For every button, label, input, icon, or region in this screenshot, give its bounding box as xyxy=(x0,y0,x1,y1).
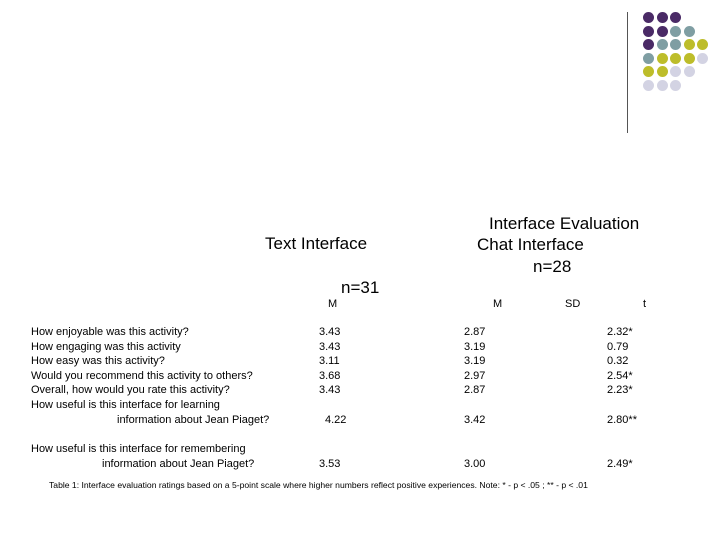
decorative-dot xyxy=(643,12,654,23)
chat-m-values xyxy=(464,325,485,398)
decorative-dot xyxy=(684,26,695,37)
questions-group-2 xyxy=(31,442,254,471)
decorative-dot xyxy=(684,39,695,50)
question-item: How useful is this interface for remembering xyxy=(31,443,246,455)
learning-chat-m: 3.42 xyxy=(464,414,486,426)
decorative-dot xyxy=(670,80,681,91)
chat-interface-heading: Chat Interface xyxy=(477,235,584,254)
value-cell: 2.23* xyxy=(607,384,633,397)
value-cell: 2.97 xyxy=(464,369,486,382)
chat-interface-n: n=28 xyxy=(533,257,572,276)
decorative-dot xyxy=(684,66,695,77)
text-interface-heading: Text Interface xyxy=(265,234,368,253)
decorative-dot xyxy=(643,39,654,50)
col-header-text-m: M xyxy=(328,298,338,310)
col-header-t: t xyxy=(643,298,647,310)
decorative-dot xyxy=(657,12,668,23)
text-m-values xyxy=(319,325,340,398)
decorative-dot xyxy=(697,53,708,64)
t-values xyxy=(607,325,633,398)
learning-text-m: 4.22 xyxy=(325,414,347,426)
decorative-dot xyxy=(670,53,681,64)
question-item: Overall, how would you rate this activity? xyxy=(31,384,230,397)
decorative-dot xyxy=(657,66,668,77)
decorative-dot xyxy=(657,26,668,37)
question-item: How useful is this interface for learning xyxy=(31,398,220,411)
value-cell: 3.68 xyxy=(319,369,341,382)
decorative-dot xyxy=(643,66,654,77)
value-cell: 3.43 xyxy=(319,326,341,338)
questions-group-1 xyxy=(31,325,269,427)
value-cell: 0.32 xyxy=(607,355,629,368)
value-cell: 2.54* xyxy=(607,369,633,382)
decorative-dot xyxy=(684,53,695,64)
question-item: information about Jean Piaget? xyxy=(117,413,270,426)
value-cell: 2.87 xyxy=(464,384,486,397)
value-cell: 2.32* xyxy=(607,326,633,338)
col-header-chat-m: M xyxy=(493,298,503,310)
remembering-t: 2.49* xyxy=(607,458,633,470)
decorative-dot xyxy=(697,39,708,50)
decorative-dot xyxy=(643,26,654,37)
col-header-sd: SD xyxy=(565,298,581,310)
interface-evaluation-title: Interface Evaluation xyxy=(489,214,640,233)
decorative-divider-line xyxy=(627,12,628,133)
table-caption: Table 1: Interface evaluation ratings based on a 5-point scale where higher numbers reflect positive experiences. Note: * - p < .05 ; ** - p < .01 xyxy=(49,480,588,490)
value-cell: 3.43 xyxy=(319,340,341,353)
value-cell: 2.87 xyxy=(464,326,486,338)
decorative-dot xyxy=(670,39,681,50)
decorative-dot xyxy=(657,39,668,50)
question-item: Would you recommend this activity to others? xyxy=(31,369,253,382)
value-cell: 3.19 xyxy=(464,355,486,368)
learning-t: 2.80** xyxy=(607,414,637,426)
value-cell: 3.11 xyxy=(319,355,340,368)
decorative-dot xyxy=(657,53,668,64)
value-cell: 3.19 xyxy=(464,340,486,353)
decorative-dot xyxy=(643,53,654,64)
question-item: How enjoyable was this activity? xyxy=(31,326,189,338)
decorative-dot xyxy=(670,12,681,23)
decorative-dot xyxy=(670,66,681,77)
value-cell: 0.79 xyxy=(607,340,629,353)
question-item: How easy was this activity? xyxy=(31,355,165,368)
text-interface-n: n=31 xyxy=(341,278,380,297)
decorative-dot xyxy=(657,80,668,91)
decorative-dot xyxy=(643,80,654,91)
question-item: information about Jean Piaget? xyxy=(102,457,255,470)
question-item: How engaging was this activity xyxy=(31,340,181,353)
decorative-dot xyxy=(670,26,681,37)
value-cell: 3.43 xyxy=(319,384,341,397)
remembering-text-m: 3.53 xyxy=(319,458,341,470)
remembering-chat-m: 3.00 xyxy=(464,458,486,470)
